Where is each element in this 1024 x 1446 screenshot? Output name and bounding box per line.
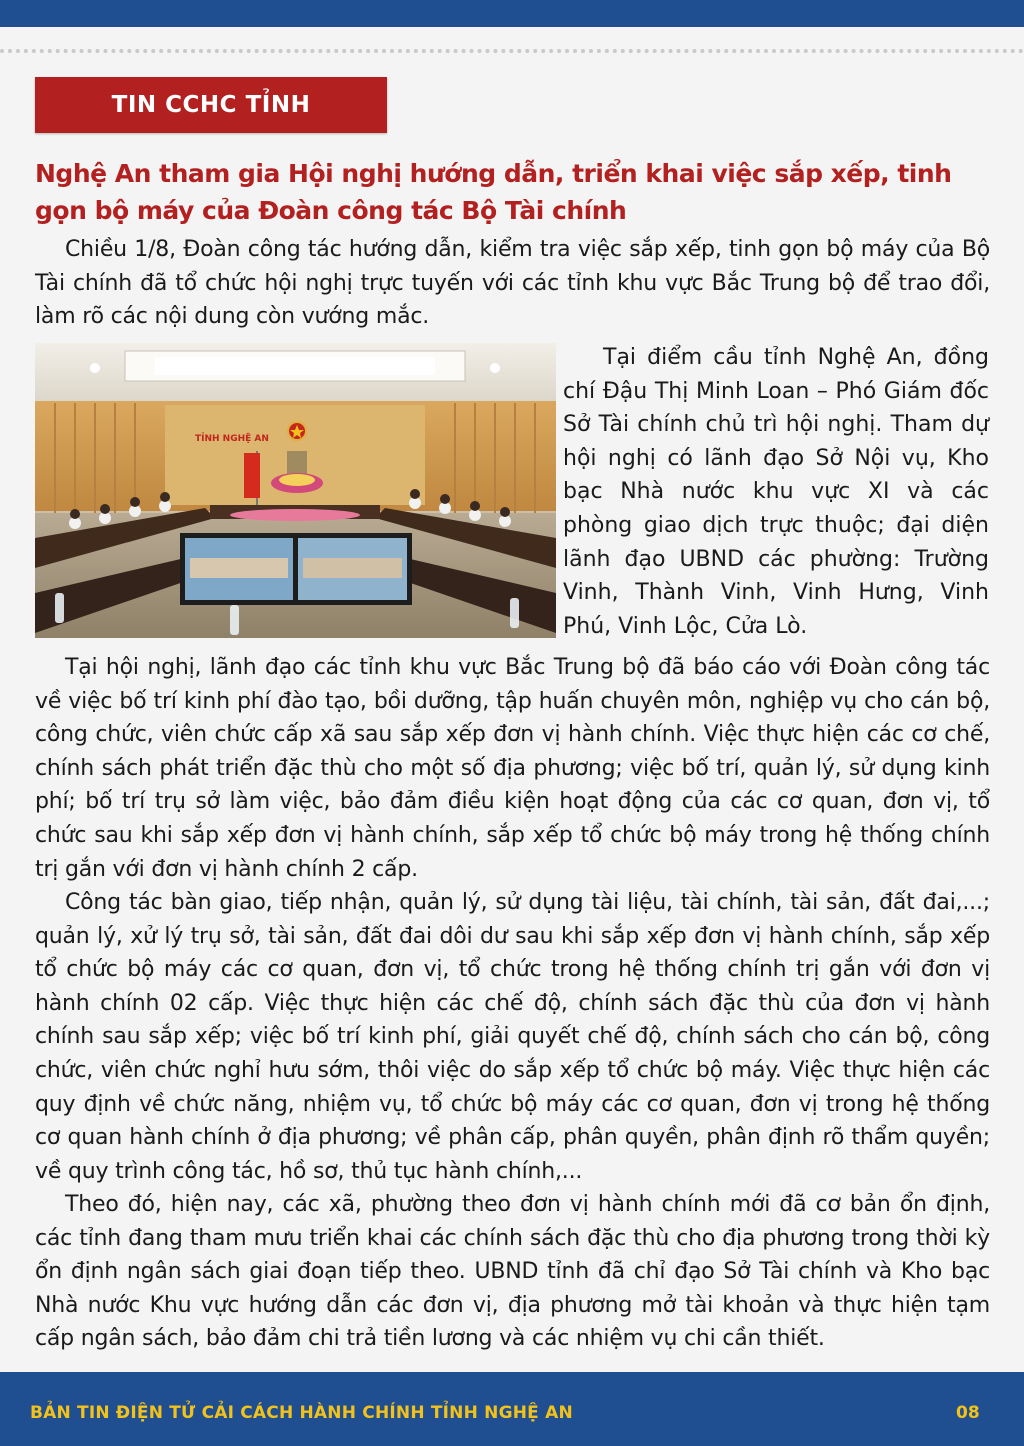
page-number: 08 [956, 1403, 980, 1423]
intro-paragraph: Chiều 1/8, Đoàn công tác hướng dẫn, kiểm tra việc sắp xếp, tinh gọn bộ máy của Bộ Tài chính đã tổ chức hội nghị trực tuyến với các tỉnh khu vực Bắc Trung bộ để trao đổi, làm rõ các nội dung còn vướng mắc. [35, 237, 990, 330]
side-paragraph: Tại điểm cầu tỉnh Nghệ An, đồng chí Đậu Thị Minh Loan – Phó Giám đốc Sở Tài chính chủ trì hội nghị. Tham dự hội nghị có lãnh đạo Sở Nội vụ, Kho bạc Nhà nước khu vực XI và các phòng giao dịch trực thuộc; đại diện lãnh đạo UBND các phường: Trường Vinh, Thành Vinh, Vinh Hưng, Vinh Phú, Vinh Lộc, Cửa Lò. [563, 345, 989, 639]
body-paragraph-5: Theo đó, hiện nay, các xã, phường theo đơn vị hành chính mới đã cơ bản ổn định, các tỉnh đang tham mưu triển khai các chính sách đặc thù cho địa phương trong thời kỳ ổn định ngân sách giai đoạn tiếp theo. UBND tỉnh đã chỉ đạo Sở Tài chính và Kho bạc Nhà nước Khu vực hướng dẫn các đơn vị, địa phương mở tài khoản và thực hiện tạm cấp ngân sách, bảo đảm chi trả tiền lương và các nhiệm vụ chi cần thiết. [35, 1192, 990, 1352]
body-paragraph-3: Tại hội nghị, lãnh đạo các tỉnh khu vực Bắc Trung bộ đã báo cáo với Đoàn công tác về việc bố trí kinh phí đào tạo, bồi dưỡng, tập huấn chuyên môn, nghiệp vụ cho cán bộ, công chức, viên chức cấp xã sau sắp xếp đơn vị hành chính. Việc thực hiện các cơ chế, chính sách phát triển đặc thù cho một số địa phương; việc bố trí, quản lý, sử dụng kinh phí; bố trí trụ sở làm việc, bảo đảm điều kiện hoạt động của các cơ quan, đơn vị, tổ chức sau khi sắp xếp đơn vị hành chính, sắp xếp tổ chức bộ máy trong hệ thống chính trị gắn với đơn vị hành chính 2 cấp. [35, 655, 990, 882]
wall-sign: TỈNH NGHỆ AN [195, 434, 269, 444]
conference-room-illustration [35, 343, 556, 638]
section-tag-label: TIN CCHC TỈNH [111, 92, 311, 118]
footer-title: BẢN TIN ĐIỆN TỬ CẢI CÁCH HÀNH CHÍNH TỈNH NGHỆ AN [30, 1403, 573, 1423]
article-headline: Nghệ An tham gia Hội nghị hướng dẫn, triển khai việc sắp xếp, tinh gọn bộ máy của Đoàn công tác Bộ Tài chính [35, 159, 952, 225]
dotted-divider [0, 49, 1024, 53]
section-tag [35, 77, 387, 133]
body-paragraph-4: Công tác bàn giao, tiếp nhận, quản lý, sử dụng tài liệu, tài chính, tài sản, đất đai,...; quản lý, xử lý trụ sở, tài sản, đất đai dôi dư sau khi sắp xếp đơn vị hành chính, sắp xếp tổ chức bộ máy các cơ quan, đơn vị, tổ chức trong hệ thống chính trị gắn với đơn vị hành chính 02 cấp. Việc thực hiện các chế độ, chính sách đặc thù của đơn vị hành chính sau sắp xếp; việc bố trí kinh phí, giải quyết chế độ, chính sách cho cán bộ, công chức, viên chức nghỉ hưu sớm, thôi việc do sắp xếp tổ chức bộ máy. Việc thực hiện các quy định về chức năng, nhiệm vụ, tổ chức bộ máy các cơ quan, đơn vị trong hệ thống cơ quan hành chính ở địa phương; về phân cấp, phân quyền, phân định rõ thẩm quyền; về quy trình công tác, hồ sơ, thủ tục hành chính,... [35, 890, 990, 1184]
top-bar [0, 0, 1024, 27]
conference-photo [35, 343, 556, 638]
